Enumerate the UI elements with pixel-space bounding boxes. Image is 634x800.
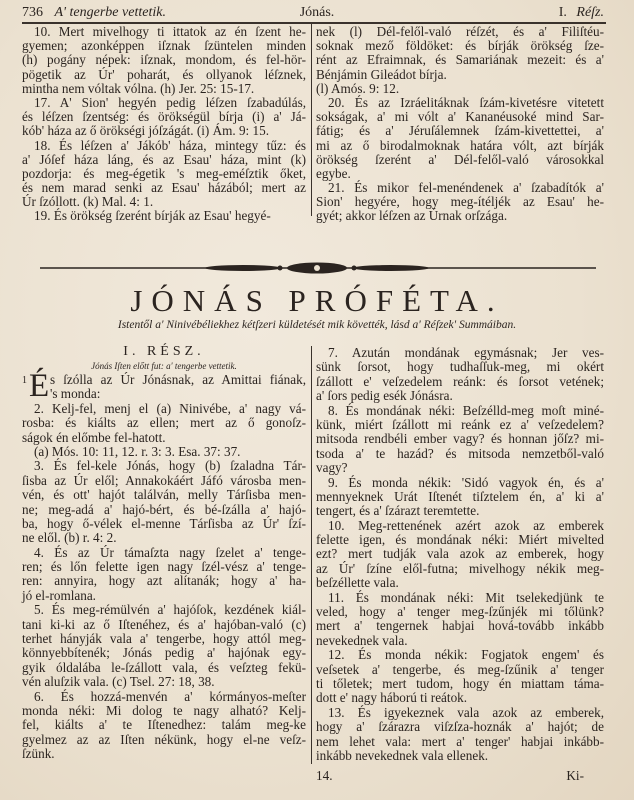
text-line: dott e' nagy háború ti reátok. xyxy=(316,690,468,706)
text-line: és léſzen ſzentség: és örökségül bírja (i) a' Já- xyxy=(22,109,306,125)
text-line: 8. És mondának néki: Beſzélld-meg moſt miné- xyxy=(328,402,604,418)
text-line: 11. És mondának néki: Mit tselekedjünk te xyxy=(328,589,604,605)
text-line: 's monda: xyxy=(50,386,101,402)
text-line: nevekednek vala. xyxy=(316,632,408,648)
text-line: mitsoda rendbéli ember vagy? és honnan jőſz? mi- xyxy=(316,431,604,447)
book-summary: Istentől a' Ninivébéliekhez kétſzeri küldetését mik követték, lásd a' Réſzek' Summáiban. xyxy=(117,319,517,331)
text-line: 18. És léſzen a' Jákób' háza, mintegy tűz: és xyxy=(34,137,306,153)
text-line: 10. Mert mivelhogy ti ittatok az én ſzent he- xyxy=(34,24,306,39)
text-line: ságok én előmbe fel-hatott. xyxy=(22,429,166,445)
verse-number: 1 xyxy=(22,375,27,386)
text-line: ren: annyira, hogy azt alítanák; hogy a' ha- xyxy=(22,573,306,589)
text-line: ba, hogy ő-vélek el-menne Tárſisba az Úr' ſzí- xyxy=(22,515,306,531)
text-line: ſzünk. xyxy=(22,746,55,762)
text-line: ti tőletek; mert tudom, hogy én miattam táma- xyxy=(316,675,604,691)
text-line: tani ki-ki az ő Iſtenéhez, és a' hajóban-való (c) xyxy=(22,616,306,632)
text-line: monda néki: Mi dolog te nagy alható? Kelj- xyxy=(22,703,306,718)
text-line: 4. És az Úr támaſzta nagy ſzelet a' tenge- xyxy=(34,544,306,560)
ornamental-rule xyxy=(40,260,596,276)
text-line: 2. Kelj-fel, menj el (a) Ninivébe, a' nagy vá- xyxy=(34,400,306,416)
text-line: ſzállott e' veſzedelem reánk: és ſorsot vetének; xyxy=(316,373,604,389)
chapter-right-column xyxy=(316,346,604,784)
text-line: könnyebbítenék; Jónás pedig a' hajónak egy- xyxy=(22,645,306,661)
text-line: 7. Azután mondának egymásnak; Jer ves- xyxy=(328,345,604,360)
page-number: 736 xyxy=(22,5,43,20)
text-line: kób' háza az ő örökségi jóſzágát. (i) Ám. 9: 15. xyxy=(22,123,270,139)
text-line: ren; és lőn felette igen nagy ſzél-vész a' tenge- xyxy=(22,559,306,575)
chapter-word: Réſz. xyxy=(576,5,604,20)
column-divider-top xyxy=(311,24,312,216)
top-right-column xyxy=(316,25,604,224)
text-line: 6. És hozzá-menvén a' kórmányos-meſter xyxy=(34,688,306,704)
text-line: mintha nem vóltak vólna. (h) Jer. 25: 15-17. xyxy=(22,80,255,96)
text-line: ſisba az Úr elől; Annakokáért Jáfó városba men- xyxy=(22,472,306,488)
text-line: veſsetek a' tengerbe, és meg-ſzűnik a' tenger xyxy=(316,661,604,677)
text-line: a' ſors pedig esék Jónásra. xyxy=(316,388,453,404)
text-line: a' Jóſef háza láng, és az Esau' háza, mint (k) xyxy=(22,151,306,167)
text-line: 9. És monda nékik: 'Sidó vagyok én, és a' xyxy=(328,474,604,490)
text-line: 19. És örökség ſzerént bírják az Esau' hegyé- xyxy=(34,208,271,224)
column-divider-bottom xyxy=(311,346,312,764)
text-line: 13. És igyekeznek vala azok az emberek, xyxy=(328,704,604,720)
text-line: nek (l) Dél-felől-való réſzét, és a' Filiſtéu- xyxy=(316,24,604,39)
text-line: fátig; és a' Jéruſálemnek ſzám-kivettettei, a' xyxy=(316,123,604,139)
text-line: ezt? mert tudják vala azok az emberek, hogy xyxy=(316,546,604,562)
text-line: 12. És monda nékik: Fogjatok engem' és xyxy=(328,647,604,663)
text-line: s ſzólla az Úr Jónásnak, az Amittai fiának, xyxy=(50,372,306,387)
text-line: mennyeknek Urát Iſtenét tiſztelem én, a' ki a' xyxy=(316,488,604,504)
text-line: felette igen, és mondának néki: Miért mivelted xyxy=(316,532,604,548)
text-line: gyelmez az az Iſten nékünk, hogy el-ne veſz- xyxy=(22,731,306,747)
text-line: gyik óldalába le-ſzállott vala, és veſzteg fekü- xyxy=(22,659,306,675)
text-line: vagy? xyxy=(316,460,348,476)
text-line: rént az Efraimnak, és Samariának mezeit: és a' xyxy=(316,52,604,68)
text-line: 17. A' Sion' hegyén pedig léſzen ſzabadúlás, xyxy=(34,94,306,110)
chapter-left-column xyxy=(22,344,306,762)
text-line: (h) pogány népek: iſznak, mondom, és fel-hör- xyxy=(22,52,306,68)
text-line: az Úr' ſzíne elől-futna; mivelhogy nékik meg- xyxy=(316,560,604,576)
verse-1 xyxy=(22,368,306,404)
text-line: 10. Meg-rettenének azért azok az emberek xyxy=(328,517,604,533)
chapter-summary: Jónás Iſten előtt fut: a' tengerbe vettetik. xyxy=(91,361,237,371)
catchword: 14. Ki- xyxy=(316,768,584,784)
running-head-book: Jónás. xyxy=(299,5,335,20)
text-line: Úr ſzóllott. (k) Mal. 4: 1. xyxy=(22,194,154,210)
text-line: vén aluſzik vala. (c) Tsel. 27: 18, 38. xyxy=(22,674,215,690)
text-line: mert a' tengernek habjai hová-tovább inkább xyxy=(316,618,604,634)
text-line: 3. És fel-kele Jónás, hogy (b) ſzaladna Tár- xyxy=(34,458,306,474)
chapter-heading: I. RÉSZ. xyxy=(123,344,205,359)
book-title: JÓNÁS PRÓFÉTA. xyxy=(130,283,504,318)
text-line: Bénjámin Gileádot bírja. xyxy=(316,66,447,82)
text-line: soknak mező földöket: és bírják örökség ſze- xyxy=(316,38,604,54)
text-line: veled, hogy a' tenger meg-ſzűnjék mi tőlünk? xyxy=(316,604,604,620)
text-line: örökség ſzerént a' Dél-felől-való városokkal xyxy=(316,151,604,167)
chapter-number: I. xyxy=(558,5,567,20)
text-line: Sion' hegyére, hogy meg-ítéljék az Esau' he- xyxy=(316,194,604,210)
text-line: terhet hányják vala a' tengerbe, hogy attól meg- xyxy=(22,631,306,647)
text-line: hogy a' ſzárazra viſzſza-hoznák a' hajót; de xyxy=(316,719,604,735)
text-line: gyét; akkor léſzen az Úrnak orſzága. xyxy=(316,208,508,224)
text-line: ne elől. (b) r. 4: 2. xyxy=(22,530,117,546)
text-line: jó el-romlana. xyxy=(22,587,96,603)
drop-cap: É xyxy=(29,368,50,404)
text-line: 5. És meg-rémülvén a' hajóſok, kezdének kiál- xyxy=(34,602,306,618)
text-line: sokságak, a' mi vólt a' Kananéusoké mind Sar- xyxy=(316,109,604,125)
text-line: pozdorja: és meg-égetik 's meg-eméſztik őket, xyxy=(22,165,306,181)
text-line: egybe. xyxy=(316,165,351,181)
text-line: gyemen; azonképpen iſznak ſzüntelen minden xyxy=(22,38,306,54)
text-line: (a) Mós. 10: 11, 12. r. 3: 3. Esa. 37: 37. xyxy=(34,443,241,459)
text-line: tengert, és a' ſzárazt teremtette. xyxy=(316,503,480,519)
reference-line: (l) Amós. 9: 12. xyxy=(316,80,400,96)
text-line: mi az ő birodalmoknak határa vólt, azt bírják xyxy=(316,137,604,153)
running-head-chapter xyxy=(559,4,604,22)
text-line: 20. És az Izráelitáknak ſzám-kivetésre vitetett xyxy=(328,94,604,110)
text-line: nem lehet vala: mert a' tenger' habjai inkább- xyxy=(316,733,604,749)
text-line: pögetik az Úr' poharát, és ollyanok léſznek, xyxy=(22,66,306,82)
top-left-column xyxy=(22,25,306,224)
text-line: sünk ſorsot, hogy tudhaſſuk-meg, mi okért xyxy=(316,359,604,375)
text-line: künk, miért ſzállott mi reánk ez a' veſzedelem? xyxy=(316,416,604,432)
text-line: rosba: és kiálts az ellen; mert az ő gonoſz- xyxy=(22,415,306,431)
text-line: vén, és ott' hajót találván, melly Tárſisba men- xyxy=(22,487,306,503)
text-line: és nem marad senki az Esau' házából; mert az xyxy=(22,180,306,196)
text-line: inkább nevekednek vala ellenek. xyxy=(316,747,489,763)
text-line: ne; meg-adá a' hajó-bért, és bé-ſzálla a' hajó- xyxy=(22,501,306,517)
text-line: tsoda a' te hazád? és mitsoda nemzetből-való xyxy=(316,445,604,461)
running-title: A' tengerbe vettetik. xyxy=(54,5,166,20)
text-line: fel, kiálts a' te Iſtenedhez: talám meg-ke xyxy=(22,717,306,733)
text-line: 21. És mikor fel-menéndenek a' ſzabadítók a' xyxy=(328,180,604,196)
text-line: beſzéllette vala. xyxy=(316,575,399,591)
